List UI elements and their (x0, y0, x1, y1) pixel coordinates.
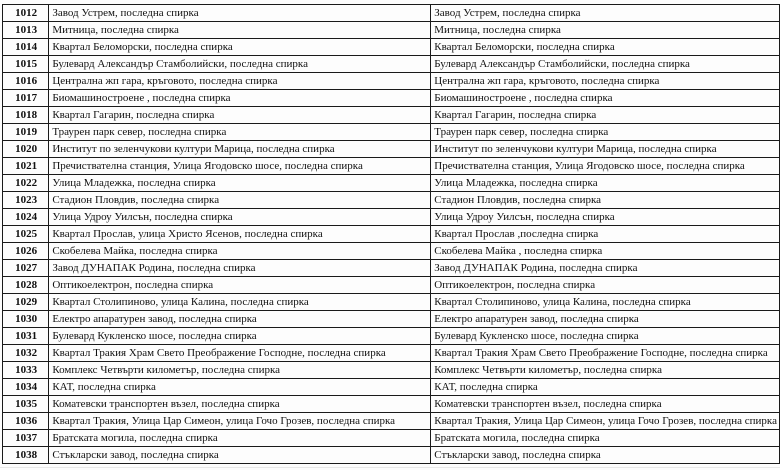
stop-name-cell: Братската могила, последна спирка (49, 430, 431, 447)
stop-name-copy-cell: Завод Устрем, последна спирка (431, 5, 780, 22)
stop-name-cell: Електро апаратурен завод, последна спирка (49, 311, 431, 328)
stop-name-copy-cell: Оптикоелектрон, последна спирка (431, 277, 780, 294)
table-row (3, 311, 780, 328)
stop-number-cell: 1036 (3, 413, 49, 430)
table-row (3, 447, 780, 464)
table-row (3, 107, 780, 124)
stop-name-copy-cell: Коматевски транспортен възел, последна спирка (431, 396, 780, 413)
stop-name-cell: Институт по зеленчукови култури Марица, последна спирка (49, 141, 431, 158)
stop-number-cell: 1014 (3, 39, 49, 56)
stop-name-cell: Квартал Тракия, Улица Цар Симеон, улица Гочо Грозев, последна спирка (49, 413, 431, 430)
bus-stop-table (2, 4, 780, 464)
stop-name-cell: Квартал Гагарин, последна спирка (49, 107, 431, 124)
table-row (3, 362, 780, 379)
stop-name-copy-cell: Стъкларски завод, последна спирка (431, 447, 780, 464)
stop-name-copy-cell: Траурен парк север, последна спирка (431, 124, 780, 141)
stop-number-cell: 1028 (3, 277, 49, 294)
scan-artifact-divider (0, 467, 780, 468)
table-row (3, 209, 780, 226)
stop-name-cell: Стадион Пловдив, последна спирка (49, 192, 431, 209)
stop-name-copy-cell: Електро апаратурен завод, последна спирка (431, 311, 780, 328)
stop-name-copy-cell: Квартал Столипиново, улица Калина, последна спирка (431, 294, 780, 311)
stop-name-cell: Коматевски транспортен възел, последна спирка (49, 396, 431, 413)
stop-name-copy-cell: Булевард Александър Стамболийски, последна спирка (431, 56, 780, 73)
table-row (3, 277, 780, 294)
table-row (3, 39, 780, 56)
table-row (3, 56, 780, 73)
stop-number-cell: 1016 (3, 73, 49, 90)
stop-name-cell: Квартал Прослав, улица Христо Ясенов, последна спирка (49, 226, 431, 243)
table-row (3, 141, 780, 158)
table-row (3, 396, 780, 413)
stop-name-copy-cell: Биомашиностроене , последна спирка (431, 90, 780, 107)
stop-name-cell: Стъкларски завод, последна спирка (49, 447, 431, 464)
table-row (3, 226, 780, 243)
stop-name-copy-cell: Улица Удроу Уилсън, последна спирка (431, 209, 780, 226)
stop-name-copy-cell: Комплекс Четвърти километър, последна спирка (431, 362, 780, 379)
stop-name-cell: Комплекс Четвърти километър, последна спирка (49, 362, 431, 379)
stop-number-cell: 1030 (3, 311, 49, 328)
stop-name-copy-cell: Завод ДУНАПАК Родина, последна спирка (431, 260, 780, 277)
stop-name-copy-cell: Квартал Прослав ,последна спирка (431, 226, 780, 243)
stop-name-copy-cell: Квартал Гагарин, последна спирка (431, 107, 780, 124)
table-row (3, 243, 780, 260)
stop-name-cell: Биомашиностроене , последна спирка (49, 90, 431, 107)
stop-name-copy-cell: Булевард Кукленско шосе, последна спирка (431, 328, 780, 345)
stop-name-cell: Булевард Александър Стамболийски, последна спирка (49, 56, 431, 73)
stop-name-copy-cell: Квартал Тракия Храм Свето Преображение Господне, последна спирка (431, 345, 780, 362)
stop-name-copy-cell: Улица Младежка, последна спирка (431, 175, 780, 192)
stop-name-copy-cell: Митница, последна спирка (431, 22, 780, 39)
stop-name-copy-cell: Братската могила, последна спирка (431, 430, 780, 447)
stop-name-copy-cell: Скобелева Майка , последна спирка (431, 243, 780, 260)
stop-number-cell: 1027 (3, 260, 49, 277)
stop-name-cell: Скобелева Майка, последна спирка (49, 243, 431, 260)
stop-name-cell: Траурен парк север, последна спирка (49, 124, 431, 141)
table-row (3, 345, 780, 362)
stop-name-cell: Улица Удроу Уилсън, последна спирка (49, 209, 431, 226)
stop-name-copy-cell: Квартал Тракия, Улица Цар Симеон, улица Гочо Грозев, последна спирка (431, 413, 780, 430)
stop-number-cell: 1031 (3, 328, 49, 345)
stop-number-cell: 1013 (3, 22, 49, 39)
stop-name-cell: Пречиствателна станция, Улица Ягодовско шосе, последна спирка (49, 158, 431, 175)
stop-number-cell: 1021 (3, 158, 49, 175)
stop-name-cell: Квартал Беломорски, последна спирка (49, 39, 431, 56)
stop-number-cell: 1023 (3, 192, 49, 209)
stop-name-cell: Квартал Столипиново, улица Калина, последна спирка (49, 294, 431, 311)
table-row (3, 124, 780, 141)
stop-number-cell: 1022 (3, 175, 49, 192)
stop-name-cell: КАТ, последна спирка (49, 379, 431, 396)
table-row (3, 90, 780, 107)
stop-number-cell: 1019 (3, 124, 49, 141)
table-row (3, 22, 780, 39)
stop-number-cell: 1024 (3, 209, 49, 226)
table-row (3, 294, 780, 311)
table-row (3, 73, 780, 90)
stop-number-cell: 1018 (3, 107, 49, 124)
stop-name-cell: Улица Младежка, последна спирка (49, 175, 431, 192)
stop-name-cell: Булевард Кукленско шосе, последна спирка (49, 328, 431, 345)
stop-name-cell: Централна жп гара, кръговото, последна спирка (49, 73, 431, 90)
stop-name-copy-cell: Институт по зеленчукови култури Марица, последна спирка (431, 141, 780, 158)
stop-number-cell: 1034 (3, 379, 49, 396)
table-row (3, 5, 780, 22)
table-row (3, 430, 780, 447)
stop-name-cell: Квартал Тракия Храм Свето Преображение Господне, последна спирка (49, 345, 431, 362)
table-row (3, 192, 780, 209)
stop-number-cell: 1020 (3, 141, 49, 158)
stop-number-cell: 1035 (3, 396, 49, 413)
stop-number-cell: 1025 (3, 226, 49, 243)
stop-number-cell: 1015 (3, 56, 49, 73)
stop-number-cell: 1038 (3, 447, 49, 464)
stop-name-copy-cell: Стадион Пловдив, последна спирка (431, 192, 780, 209)
stop-name-cell: Митница, последна спирка (49, 22, 431, 39)
stop-number-cell: 1026 (3, 243, 49, 260)
stop-name-cell: Завод ДУНАПАК Родина, последна спирка (49, 260, 431, 277)
table-row (3, 413, 780, 430)
stop-name-copy-cell: Централна жп гара, кръговото, последна спирка (431, 73, 780, 90)
table-row (3, 158, 780, 175)
stop-number-cell: 1033 (3, 362, 49, 379)
stop-name-cell: Оптикоелектрон, последна спирка (49, 277, 431, 294)
stop-number-cell: 1017 (3, 90, 49, 107)
stop-name-cell: Завод Устрем, последна спирка (49, 5, 431, 22)
stop-number-cell: 1032 (3, 345, 49, 362)
table-row (3, 379, 780, 396)
table-row (3, 175, 780, 192)
stop-name-copy-cell: Квартал Беломорски, последна спирка (431, 39, 780, 56)
table-row (3, 328, 780, 345)
stop-name-copy-cell: КАТ, последна спирка (431, 379, 780, 396)
stop-number-cell: 1012 (3, 5, 49, 22)
stop-name-copy-cell: Пречиствателна станция, Улица Ягодовско шосе, последна спирка (431, 158, 780, 175)
stop-number-cell: 1037 (3, 430, 49, 447)
stop-number-cell: 1029 (3, 294, 49, 311)
table-body (3, 5, 780, 464)
table-row (3, 260, 780, 277)
